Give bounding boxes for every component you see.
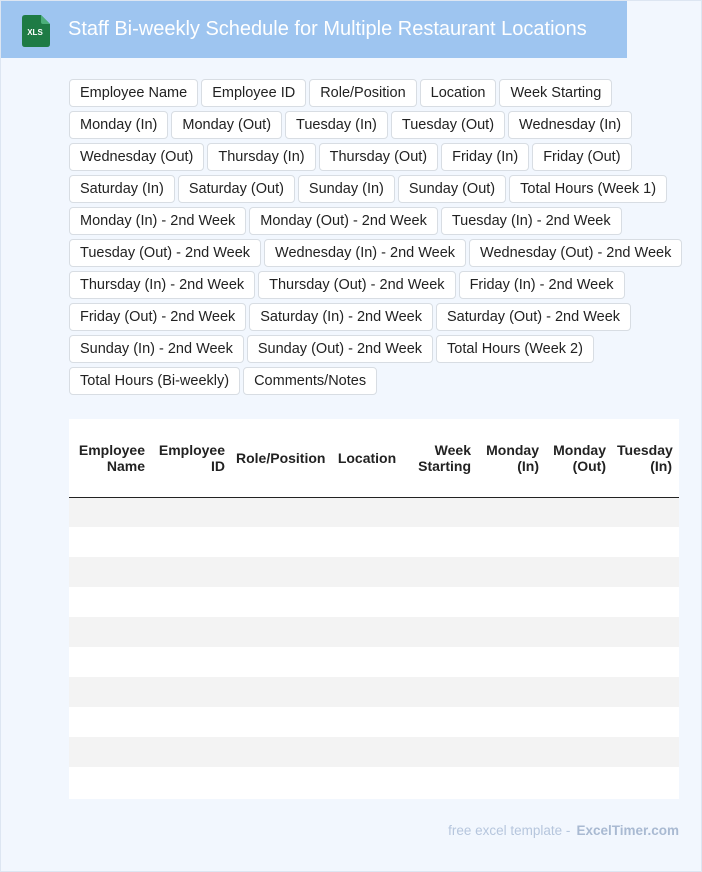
table-cell[interactable] <box>546 737 613 767</box>
table-row <box>69 737 679 767</box>
table-cell[interactable] <box>546 707 613 737</box>
table-cell[interactable] <box>152 737 232 767</box>
table-cell[interactable] <box>332 617 405 647</box>
field-chip: Wednesday (Out) - 2nd Week <box>469 239 682 267</box>
table-cell[interactable] <box>332 557 405 587</box>
table-cell[interactable] <box>69 677 152 707</box>
table-cell[interactable] <box>232 707 332 737</box>
table-cell[interactable] <box>546 587 613 617</box>
column-header: Monday (Out) <box>546 419 613 497</box>
column-header: Role/Position <box>232 419 332 497</box>
table-cell[interactable] <box>232 557 332 587</box>
table-cell[interactable] <box>152 497 232 527</box>
field-chip: Saturday (Out) - 2nd Week <box>436 303 631 331</box>
column-header: Employee ID <box>152 419 232 497</box>
table-cell[interactable] <box>613 497 679 527</box>
field-chip: Employee Name <box>69 79 198 107</box>
table-cell[interactable] <box>613 557 679 587</box>
table-cell[interactable] <box>69 767 152 797</box>
field-chip: Sunday (Out) <box>398 175 506 203</box>
table-cell[interactable] <box>232 497 332 527</box>
field-chip: Role/Position <box>309 79 416 107</box>
table-cell[interactable] <box>232 527 332 557</box>
field-chip: Tuesday (Out) <box>391 111 505 139</box>
table-cell[interactable] <box>478 647 546 677</box>
field-chip: Tuesday (In) <box>285 111 388 139</box>
column-header: Location <box>332 419 405 497</box>
table-cell[interactable] <box>232 677 332 707</box>
table-cell[interactable] <box>69 557 152 587</box>
field-chip: Monday (Out) - 2nd Week <box>249 207 438 235</box>
table-cell[interactable] <box>546 617 613 647</box>
table-cell[interactable] <box>332 527 405 557</box>
table-cell[interactable] <box>332 587 405 617</box>
field-chip: Friday (Out) - 2nd Week <box>69 303 246 331</box>
table-cell[interactable] <box>152 617 232 647</box>
table-cell[interactable] <box>405 617 478 647</box>
table-cell[interactable] <box>232 737 332 767</box>
table-cell[interactable] <box>405 587 478 617</box>
table-cell[interactable] <box>332 497 405 527</box>
table-row <box>69 587 679 617</box>
table-cell[interactable] <box>232 647 332 677</box>
field-chip: Total Hours (Bi-weekly) <box>69 367 240 395</box>
field-chip: Thursday (In) <box>207 143 315 171</box>
table-cell[interactable] <box>152 677 232 707</box>
table-cell[interactable] <box>152 767 232 797</box>
table-row <box>69 707 679 737</box>
table-cell[interactable] <box>405 647 478 677</box>
table-cell[interactable] <box>546 677 613 707</box>
table-cell[interactable] <box>478 677 546 707</box>
table-cell[interactable] <box>546 557 613 587</box>
field-chip: Sunday (In) - 2nd Week <box>69 335 244 363</box>
table-cell[interactable] <box>69 707 152 737</box>
field-chip: Week Starting <box>499 79 612 107</box>
field-chip: Wednesday (In) - 2nd Week <box>264 239 466 267</box>
field-chip: Thursday (Out) <box>319 143 439 171</box>
table-cell[interactable] <box>405 677 478 707</box>
table-row <box>69 557 679 587</box>
table-cell[interactable] <box>613 587 679 617</box>
table-cell[interactable] <box>332 737 405 767</box>
table-cell[interactable] <box>69 527 152 557</box>
table-cell[interactable] <box>232 617 332 647</box>
column-header: Tuesday (In) <box>613 419 679 497</box>
table-cell[interactable] <box>613 737 679 767</box>
table-cell[interactable] <box>69 737 152 767</box>
field-chip: Comments/Notes <box>243 367 377 395</box>
table-row <box>69 527 679 557</box>
field-chip: Saturday (In) <box>69 175 175 203</box>
column-header: Monday (In) <box>478 419 546 497</box>
field-chip: Friday (In) <box>441 143 529 171</box>
field-chip: Sunday (In) <box>298 175 395 203</box>
field-chip: Thursday (In) - 2nd Week <box>69 271 255 299</box>
table-cell[interactable] <box>405 707 478 737</box>
field-list <box>69 79 689 395</box>
table-cell[interactable] <box>613 617 679 647</box>
table-cell[interactable] <box>405 767 478 797</box>
field-chip: Tuesday (In) - 2nd Week <box>441 207 622 235</box>
footer-credit <box>448 823 679 838</box>
field-chip: Wednesday (Out) <box>69 143 204 171</box>
table-cell[interactable] <box>332 707 405 737</box>
table-cell[interactable] <box>405 557 478 587</box>
field-chip: Sunday (Out) - 2nd Week <box>247 335 433 363</box>
table-cell[interactable] <box>405 497 478 527</box>
table-cell[interactable] <box>613 767 679 797</box>
table-cell[interactable] <box>332 647 405 677</box>
column-header: Week Starting <box>405 419 478 497</box>
table-cell[interactable] <box>232 767 332 797</box>
table-cell[interactable] <box>478 707 546 737</box>
field-chip: Total Hours (Week 1) <box>509 175 667 203</box>
table-cell[interactable] <box>613 647 679 677</box>
field-chip: Saturday (Out) <box>178 175 295 203</box>
table-cell[interactable] <box>478 617 546 647</box>
field-chip: Monday (In) <box>69 111 168 139</box>
table-row <box>69 647 679 677</box>
table-cell[interactable] <box>478 497 546 527</box>
field-chip: Location <box>420 79 497 107</box>
table-row <box>69 497 679 527</box>
table-cell[interactable] <box>332 767 405 797</box>
table-cell[interactable] <box>69 617 152 647</box>
field-chip: Monday (Out) <box>171 111 282 139</box>
table-cell[interactable] <box>613 677 679 707</box>
footer-prefix: free excel template - <box>448 823 571 838</box>
xls-icon-label: XLS <box>27 28 43 37</box>
field-chip: Saturday (In) - 2nd Week <box>249 303 433 331</box>
table-cell[interactable] <box>69 647 152 677</box>
field-chip: Thursday (Out) - 2nd Week <box>258 271 455 299</box>
field-chip: Wednesday (In) <box>508 111 632 139</box>
table-cell[interactable] <box>478 767 546 797</box>
table-cell[interactable] <box>613 707 679 737</box>
table-cell[interactable] <box>478 737 546 767</box>
table-row <box>69 677 679 707</box>
field-chip: Monday (In) - 2nd Week <box>69 207 246 235</box>
table-cell[interactable] <box>546 527 613 557</box>
field-chip: Friday (In) - 2nd Week <box>459 271 625 299</box>
table-cell[interactable] <box>478 557 546 587</box>
table-cell[interactable] <box>613 527 679 557</box>
field-chip: Tuesday (Out) - 2nd Week <box>69 239 261 267</box>
table-cell[interactable] <box>152 707 232 737</box>
table-cell[interactable] <box>478 527 546 557</box>
xls-file-icon <box>22 15 50 47</box>
table-body <box>69 497 679 797</box>
field-chip: Friday (Out) <box>532 143 631 171</box>
title-banner <box>1 1 627 58</box>
footer-brand-link[interactable]: ExcelTimer.com <box>576 823 679 838</box>
table-row <box>69 617 679 647</box>
table-cell[interactable] <box>152 647 232 677</box>
table-cell[interactable] <box>232 587 332 617</box>
table-cell[interactable] <box>546 497 613 527</box>
column-header: Employee Name <box>69 419 152 497</box>
table-row <box>69 767 679 797</box>
table-cell[interactable] <box>69 587 152 617</box>
table-cell[interactable] <box>152 587 232 617</box>
field-chip: Employee ID <box>201 79 306 107</box>
table-cell[interactable] <box>546 647 613 677</box>
table-cell[interactable] <box>405 737 478 767</box>
table-cell[interactable] <box>152 557 232 587</box>
table-cell[interactable] <box>405 527 478 557</box>
table-cell[interactable] <box>69 497 152 527</box>
schedule-table <box>69 419 679 799</box>
field-chip: Total Hours (Week 2) <box>436 335 594 363</box>
table-cell[interactable] <box>152 527 232 557</box>
table-cell[interactable] <box>478 587 546 617</box>
table-cell[interactable] <box>332 677 405 707</box>
table-cell[interactable] <box>546 767 613 797</box>
table-header-row <box>69 419 679 497</box>
page-title: Staff Bi-weekly Schedule for Multiple Restaurant Locations <box>68 18 587 40</box>
